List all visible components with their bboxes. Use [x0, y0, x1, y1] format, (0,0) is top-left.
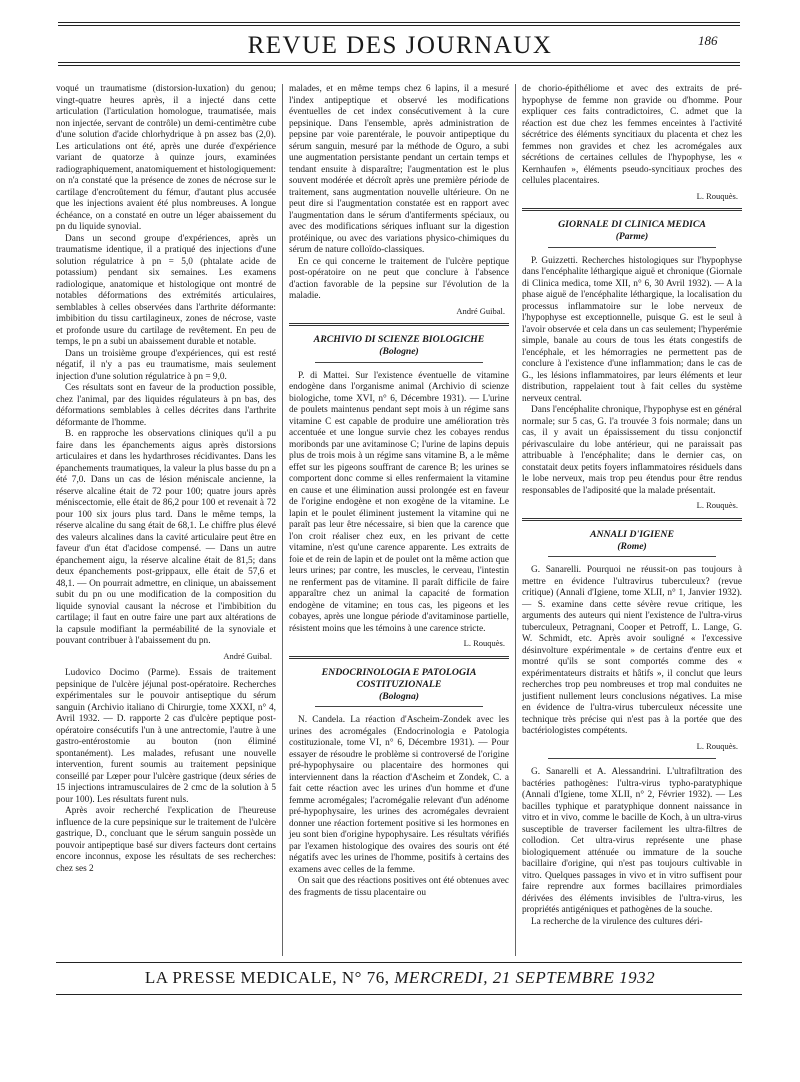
header-rule-top-inner — [58, 25, 740, 26]
footer-journal-name: LA PRESSE MEDICALE, — [144, 968, 338, 987]
article-rule — [548, 758, 716, 759]
author-signature: André Guibal. — [223, 650, 272, 661]
author-signature: André Guibal. — [456, 305, 505, 316]
section-divider — [522, 208, 742, 211]
author-signature: L. Rouquès. — [463, 638, 505, 648]
section-rule — [548, 556, 716, 557]
paragraph: P. di Mattei. Sur l'existence éventuelle de vitamine endogène dans l'organisme animal (Archivio di scienze biologiche, tome XVI, n° 6, Décembre 1931). — L'urine de poulets maintenus pendant sept mois à un régime sans vitamine C est capable de produire une amélioration très accentuée et une longue survie chez les cobayes rendus moribonds par une avitaminose C; l'urine de lapins depuis plus de trois mois à un régime sans vitamine B, a le même effet sur les pigeons souffrant de carence B; les urines se comportent donc comme si elles renfermaient la vitamine en cause et une élimination aussi prolongée est en faveur de l'origine endogène et non exogène de la vitamine. Le lapin et le poulet éliminent justement la vitamine qui ne paraît pas leur être nécessaire, si bien que la carence que l'on croit réaliser chez eux, en les privant de cette vitamine, n'est qu'une carence apparente. Les extraits de foie et de rein de lapin et de poulet ont la même action que leurs urines; par contre, les muscles, le cerveau, l'intestin ne renferment pas de vitamine. Il paraît difficile de faire apparaître chez un animal la capacité de formation endogène de vitamine; en tous cas, les pigeons et les cobayes, après une longue période d'avitaminose partielle, résistent moins que les témoins à une carence stricte. — [289, 370, 509, 634]
footer-issue-number: N° 76, — [341, 968, 390, 987]
paragraph: Dans un troisième groupe d'expériences, qui est resté négatif, il n'y a pas eu traumatisme, mais seulement injection d'une solution régulatrice à pn = 9,0. — [56, 348, 276, 382]
paragraph: Dans un second groupe d'expériences, après un traumatisme identique, il a pratiqué des injections d'une solution régulatrice à pn = 5,0 (phtalate acide de potassium) pendant six semaines. Les examens radiologique, anatomique et histologique ont montré de notables déformations des extrémités articulaires, semblables à celles observées dans l'arthrite déformante: imbibition du tissu cartilagineux, zones de nécrose, vaste et profonde usure du cartilage de revêtement. En peu de temps, le pn a subi un abaissement durable et notable. — [56, 233, 276, 347]
journal-section-title: REVUE DES JOURNAUX — [247, 32, 553, 59]
section-city: (Bologna) — [379, 690, 419, 702]
section-divider — [289, 656, 509, 659]
paragraph: malades, et en même temps chez 6 lapins, il a mesuré l'index antipeptique et observé les modifications éventuelles de cet index consécutivement à la cure pepsinique. Dans l'ensemble, après administration de pepsine par voie parentérale, le pouvoir antipeptique du sérum sanguin, mesuré par la méthode de Oguro, a subi une augmentation persistante pendant un certain temps et tendant ensuite à disparaître; l'augmentation est le plus souvent modérée et décroît après une première période de traitement, sans augmentation nouvelle ultérieure. On ne peut dire si l'augmentation constatée est en rapport avec l'augmentation dans le sérum d'antiferments spéciaux, ou avec des modifications sériques influant sur la digestion protéinique, ou avec des variations physico-chimiques du sérum de nature colloïdo-classiques. — [289, 84, 509, 255]
column-3 — [516, 84, 742, 956]
paragraph: Après avoir recherché l'explication de l'heureuse influence de la cure pepsinique sur le traitement de l'ulcère gastrique, D., concluant que le sérum sanguin possède un pouvoir antipeptique basé sur divers facteurs dont certains encore inconnus, expose les résultats de ses recherches: chez ses 2 — [56, 806, 276, 874]
section-city: (Rome) — [617, 540, 647, 552]
author-signature: L. Rouquès. — [696, 740, 738, 751]
paragraph: En ce qui concerne le traitement de l'ulcère peptique post-opératoire on ne peut que conclure à l'absence d'action favorable de la pepsine sur l'évolution de la maladie. — [289, 256, 509, 301]
paragraph: de chorio-épithéliome et avec des extraits de pré-hypophyse de femme non gravide ou d'homme. Pour expliquer ces faits contradictoires, C. admet que la réaction est due chez les femmes enceintes à l'activité sécrétrice des éléments syncitiaux du placenta et chez les femmes non gravides et chez les acromégales aux sécrétions de certaines cellules de l'hypophyse, les « Kernhaufen », éléments pseudo-syncitiaux proches des cellules placentaires. — [522, 84, 742, 186]
section-rule — [315, 706, 483, 707]
section-heading: ENDOCRINOLOGIA E PATOLOGIA COSTITUZIONALE — [321, 666, 477, 690]
section-heading: ANNALI D'IGIENE — [589, 528, 675, 540]
author-signature: L. Rouquès. — [696, 190, 738, 201]
footer-date: MERCREDI, 21 SEPTEMBRE 1932 — [394, 968, 656, 987]
paragraph: Ces résultats sont en faveur de la production possible, chez l'animal, par des liquides régulateurs à pn bas, des déformations semblables à celles décrites dans l'arthrite déformante de l'homme. — [56, 383, 276, 428]
section-heading: GIORNALE DI CLINICA MEDICA — [558, 219, 706, 230]
author-signature: L. Rouquès. — [696, 500, 738, 510]
paragraph: On sait que des réactions positives ont été obtenues avec des fragments de tissu placentaire ou — [289, 876, 509, 898]
paragraph: Dans l'encéphalite chronique, l'hypophyse est en général normale; sur 5 cas, G. l'a trouvée 3 fois normale; dans un cas, il y avait un épaississement du tissu conjonctif périvasculaire du lobe antérieur, qui ne paraissait pas attribuable à l'encéphalite; dans le dernier cas, on constatait deux petits foyers inflammatoires résiduels dans le lobe nerveux, mais trop peu étendus pour être rendus responsables de l'adiposité que la malade présentait. — [522, 405, 742, 496]
section-rule — [548, 247, 716, 248]
paragraph: P. Guizzetti. Recherches histologiques sur l'hypophyse dans l'encéphalite léthargique aiguë et chronique (Giornale di Clinica medica, tome XII, n° 6, 30 Avril 1932). — A la phase aiguë de l'encéphalite léthargique, la localisation du processus inflammatoire sur le lobe nerveux de l'hypophyse est exceptionnelle, puisque G. est le seul à l'avoir observée et cela dans un cas seulement; l'hyperémie simple, banale au cours de tous les états congestifs de l'encéphale, et les hémorragies ne permettent pas de conclure à l'existence d'une inflammation; dans le cas de G., les lésions inflammatoires, par leurs éléments et leur distribution, rappelaient tout à fait celles du système nerveux central. — [522, 255, 742, 404]
header-rule-bottom — [58, 62, 740, 63]
footer-rule — [56, 962, 742, 963]
section-divider — [522, 518, 742, 521]
section-city: (Bologne) — [379, 346, 419, 357]
article-columns — [56, 84, 742, 956]
footer-rule-bottom — [56, 994, 742, 995]
paragraph: B. en rapproche les observations cliniques qu'il a pu faire dans les épanchements aigus après distorsions articulaires et dans les hydarthroses récidivantes. Dans les épanchements traumatiques, la valeur la plus basse du pn a été 7,0. Dans un cas de lésion méniscale ancienne, la réserve alcaline était de 72 pour 100; quatre jours après méniscectomie, elle était de 86,2 pour 100 et revenait à 72 pour 100 six jours plus tard. Dans le même temps, la réserve alcaline du sang était de 68,1. Le chiffre plus élevé des valeurs alcalines dans la cavité articulaire peut être en faveur d'un état d'acidose compensé. — Dans un autre épanchement aigu, la réserve alcaline était de 81,5; dans deux épanchements post-grippaux, elle était de 57,6 et 48,1. — On pourrait admettre, en clinique, un abaissement subit du pn ou une modification de la composition du liquide synovial causant la nécrose et l'imbibition du cartilage; il faut en outre faire une part aux altérations de la capsule modifiant la perméabilité de la synoviale et pouvant contribuer à l'abaissement du pn. — [56, 429, 276, 646]
paragraph: G. Sanarelli. Pourquoi ne réussit-on pas toujours à mettre en évidence l'ultravirus tuberculeux? (revue critique) (Annali d'Igiene, tome XLII, n° 1, Janvier 1932). — S. examine dans cette sévère revue critique, les arguments des auteurs qui nient l'existence de l'ultra-virus tuberculeux, Petragnani, Cooper et Petroff, L. Lange, G. W. Schmidt, etc. Après avoir souligné « l'excessive désinvolture expérimentale » de certains d'entre eux et montré qu'ils se sont comportés comme des « expérimentateurs distraits et hâtifs », il conclut que leurs recherches trop peu nombreuses et trop mal conduites ne justifient nullement leurs conclusions négatives. La mise en évidence de l'ultra-virus tuberculeux nécessite une technique très précise qui n'est pas à la portée que des bactériologistes compétents. — [522, 565, 742, 736]
section-heading: ARCHIVIO DI SCIENZE BIOLOGICHE — [313, 334, 485, 345]
page-footer — [0, 968, 800, 988]
header-rule-top — [58, 22, 740, 23]
paragraph: N. Candela. La réaction d'Ascheim-Zondek avec les urines des acromégales (Endocrinologia e Patologia costituzionale, tome VI, n° 6, Décembre 1931). — Pour essayer de résoudre le problème si controversé de l'origine pré-hypophysaire ou placentaire des hormones qui interviennent dans la réaction d'Ascheim et Zondek, C. a fait cette réaction avec les urines d'un homme et d'une femme acromégales; l'acromégalie relevant d'un adénome pré-hypophysaire, les urines des acromégales devraient donner une réaction fortement positive si les hormones en jeu sont bien d'origine hypophysaire. Les résultats vérifiés par l'examen histologique des ovaires des souris ont été négatifs avec les urines de l'homme, positifs à certains des examens avec celles de la femme. — [289, 715, 509, 875]
paragraph: La recherche de la virulence des cultures déri- — [531, 916, 703, 927]
paragraph: Ludovico Docimo (Parme). Essais de traitement pepsinique de l'ulcère jéjunal post-opératoire. Recherches expérimentales sur le pouvoir antiseptique du sérum sanguin (Archivio italiano di Chirurgie, tome XXXI, n° 4, Avril 1932. — D. rapporte 2 cas d'ulcère peptique post-opératoire consécutifs l'un à une antrectomie, l'autre à une gastro-entérostomie au bouton (non éliminé spontanément). Les malades, refusant une nouvelle intervention, furent soumis au traitement pepsinique conseillé par Lœper pour l'ulcère gastrique (deux séries de 15 injections intramusculaires de 2 cmc de la solution à 5 pour 100). Les résultats furent nuls. — [56, 668, 276, 805]
column-1 — [56, 84, 283, 956]
section-city: (Parme) — [615, 231, 649, 242]
section-divider — [289, 323, 509, 326]
section-rule — [315, 362, 483, 363]
paragraph: voqué un traumatisme (distorsion-luxation) du genou; vingt-quatre heures après, il a injecté dans cette articulation (l'articulation homologue, traumatisée, mais non injectée, servant de contrôle) un demi-centimètre cube d'une solution d'acide chlorhydrique à pn assez bas (2,0). Les articulations ont été, après une durée d'expérience variant de quatorze à quinze jours, examinées radiographiquement, anatomiquement et histologiquement: on n'a constaté que la présence de zones de nécrose sur le cartilage d'encroûtement du fémur, d'autant plus accusée que les injections avaient été plus nombreuses. A longue échéance, on a constaté en outre un léger abaissement du pn du liquide synovial. — [56, 84, 276, 232]
header-rule-bottom-inner — [58, 65, 740, 66]
paragraph: G. Sanarelli et A. Alessandrini. L'ultrafiltration des bactéries pathogènes: l'ultra-virus typho-paratyphique (Annali d'Igiene, tome XLII, n° 2, Février 1932). — Les bacilles typhique et paratyphique donnent naissance in vitro et in vivo, comme le bacille de Koch, à un ultra-virus susceptible de traverser facilement les ultra-filtres de collodion. Cet ultra-virus représente une phase biologiquement atténuée ou immature de la souche bacillaire d'origine, qui n'est pas toujours cultivable in vitro. Quelques passages in vivo et in vitro suffisent pour faire reprendre aux formes bacillaires primordiales dérivées des éléments invisibles de l'ultra-virus, les propriétés antigéniques et pathogènes de la souche. — [522, 767, 742, 915]
column-2 — [283, 84, 516, 956]
page-number: 186 — [698, 33, 718, 48]
